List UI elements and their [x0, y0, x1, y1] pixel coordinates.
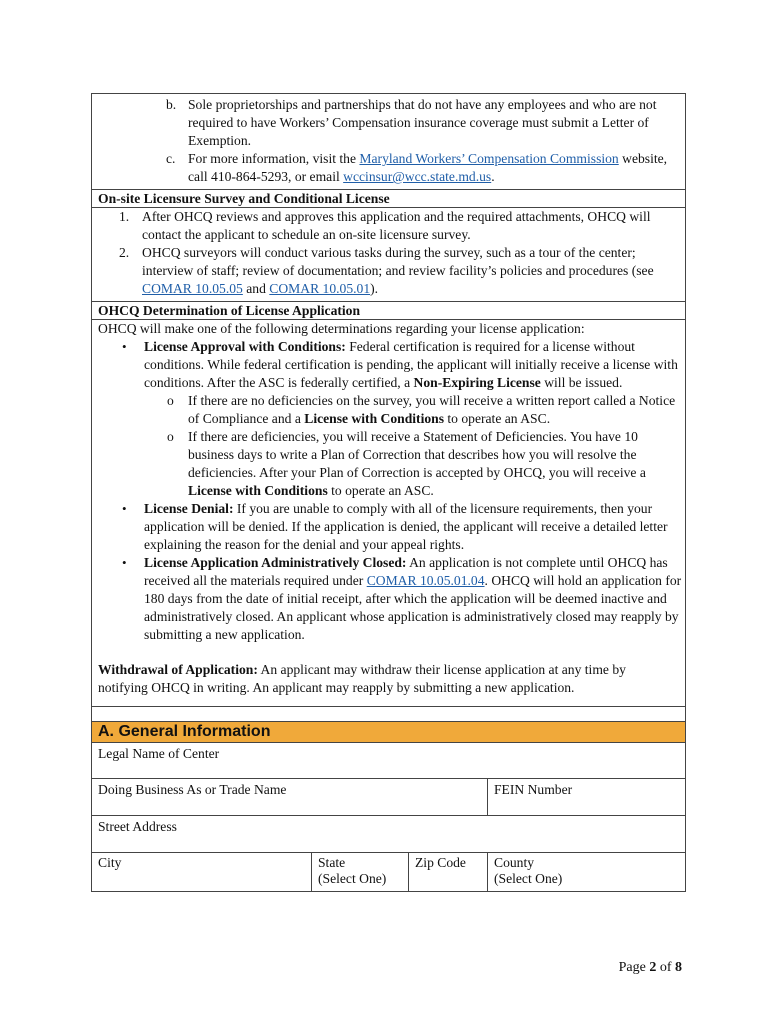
bullet-denial [92, 500, 685, 554]
section-heading: OHCQ Determination of License Application [98, 303, 361, 318]
list-text: ). [370, 281, 379, 296]
list-text: . [491, 169, 495, 184]
field-label: County [494, 855, 535, 870]
field-label: Doing Business As or Trade Name [98, 782, 287, 797]
list-item-b [92, 96, 685, 150]
wcc-website-link[interactable]: Maryland Workers’ Compensation Commission [359, 151, 619, 166]
comar-10-05-01-04-link[interactable]: COMAR 10.05.01.04 [366, 573, 485, 588]
determination-intro: OHCQ will make one of the following determinations regarding your license application: [98, 321, 585, 336]
list-marker: 1. [119, 209, 130, 224]
fein-field[interactable] [488, 779, 685, 815]
section-heading: On-site Licensure Survey and Conditional License [98, 191, 390, 206]
field-label: State [318, 855, 346, 870]
page-current: 2 [649, 960, 657, 975]
sub-bullet-bold: License with Conditions [304, 411, 444, 426]
page-total: 8 [675, 960, 682, 975]
determination-body [92, 320, 685, 707]
onsite-item-1 [92, 208, 685, 244]
field-label: City [98, 855, 122, 870]
street-address-field[interactable] [92, 816, 685, 853]
onsite-header [92, 190, 685, 208]
exemption-list [92, 94, 685, 190]
list-marker: b. [166, 97, 177, 112]
comar-10-05-01-link[interactable]: COMAR 10.05.01 [269, 281, 371, 296]
bullet-label: License Denial: [144, 501, 234, 516]
wcc-email-link[interactable]: wccinsur@wcc.state.md.us [343, 169, 492, 184]
list-text: For more information, visit the [188, 151, 360, 166]
bullet-label: License Application Administratively Closed: [144, 555, 407, 570]
form-page [91, 93, 686, 892]
section-a-heading: A. General Information [92, 721, 685, 743]
sub-bullet-no-deficiencies [92, 392, 685, 428]
bullet-icon: • [122, 501, 127, 516]
list-text: Sole proprietorships and partnerships that do not have any employees and who are not required to have Workers’ Compensation insurance coverage must submit a Letter of Exemption. [188, 97, 657, 148]
county-select[interactable] [488, 853, 685, 891]
sub-bullet-deficiencies [92, 428, 685, 500]
bullet-text: will be issued. [540, 375, 623, 390]
withdrawal-text: An applicant may withdraw their license application at any time by notifying OHCQ in writing. An applicant may reapply by submitting a new application. [98, 662, 626, 695]
page-of: of [656, 960, 675, 975]
form-table [91, 93, 686, 892]
list-marker: 2. [119, 245, 130, 260]
list-text: After OHCQ reviews and approves this application and the required attachments, OHCQ will contact the applicant to schedule an on-site licensure survey. [142, 209, 651, 242]
field-label: Legal Name of Center [98, 746, 220, 761]
dba-field[interactable] [92, 779, 488, 815]
list-text: website, call 410-864-5293, or email [188, 151, 668, 184]
onsite-body [92, 208, 685, 302]
page-number [619, 959, 682, 977]
determination-header [92, 302, 685, 320]
bullet-label: License Approval with Conditions: [144, 339, 346, 354]
legal-name-field[interactable] [92, 743, 685, 779]
field-sublabel: (Select One) [494, 871, 563, 886]
state-select[interactable] [312, 853, 409, 891]
page-prefix: Page [618, 960, 650, 975]
bullet-icon: • [122, 339, 127, 354]
list-text: and [242, 281, 270, 296]
list-marker: c. [166, 151, 176, 166]
comar-10-05-05-link[interactable]: COMAR 10.05.05 [142, 281, 243, 296]
sub-bullet-text: If there are deficiencies, you will receive a Statement of Deficiencies. You have 10 business days to write a Plan of Correction that describes how you will resolve the deficiencies. After your Plan of Correction is accepted by OHCQ, you will receive a [188, 429, 646, 480]
city-field[interactable] [92, 853, 312, 891]
bullet-text: If you are unable to comply with all of the licensure requirements, then your application will be denied. If the application is denied, the applicant will receive a detailed letter explaining the reason for the denial and your appeal rights. [144, 501, 668, 552]
withdrawal-label: Withdrawal of Application: [98, 662, 258, 677]
bullet-closed [92, 554, 685, 644]
list-item-c [92, 150, 685, 186]
bullet-text: Federal certification is required for a license without conditions. While federal certification is pending, the applicant will initially receive a license with conditions. After the ASC is federally certified, a [144, 339, 678, 390]
list-text: OHCQ surveyors will conduct various tasks during the survey, such as a tour of the center; interview of staff; review of documentation; and review facility’s policies and procedures (see [142, 245, 654, 278]
circle-bullet-icon: o [167, 393, 174, 408]
bullet-text: . OHCQ will hold an application for 180 days from the date of initial receipt, after which the application will be deemed inactive and administratively closed. An applicant whose application is administratively closed may reapply by submitting a new application. [144, 573, 682, 642]
bullet-icon: • [122, 555, 127, 570]
dba-fein-row [92, 779, 685, 816]
circle-bullet-icon: o [167, 429, 174, 444]
sub-bullet-bold: License with Conditions [188, 483, 328, 498]
withdrawal-paragraph [92, 661, 685, 697]
onsite-item-2 [92, 244, 685, 298]
bullet-bold-text: Non-Expiring License [413, 375, 541, 390]
field-label: FEIN Number [494, 782, 573, 797]
field-label: Zip Code [415, 855, 466, 870]
field-sublabel: (Select One) [318, 871, 387, 886]
bullet-text: An application is not complete until OHCQ has received all the materials required under [144, 555, 668, 588]
sub-bullet-text: to operate an ASC. [444, 411, 551, 426]
sub-bullet-text: If there are no deficiencies on the survey, you will receive a written report called a Notice of Compliance and a [188, 393, 676, 426]
field-label: Street Address [98, 819, 177, 834]
sub-bullet-text: to operate an ASC. [327, 483, 434, 498]
bullet-approval [92, 338, 685, 392]
city-state-zip-county-row [92, 853, 685, 892]
zip-code-field[interactable] [409, 853, 488, 891]
